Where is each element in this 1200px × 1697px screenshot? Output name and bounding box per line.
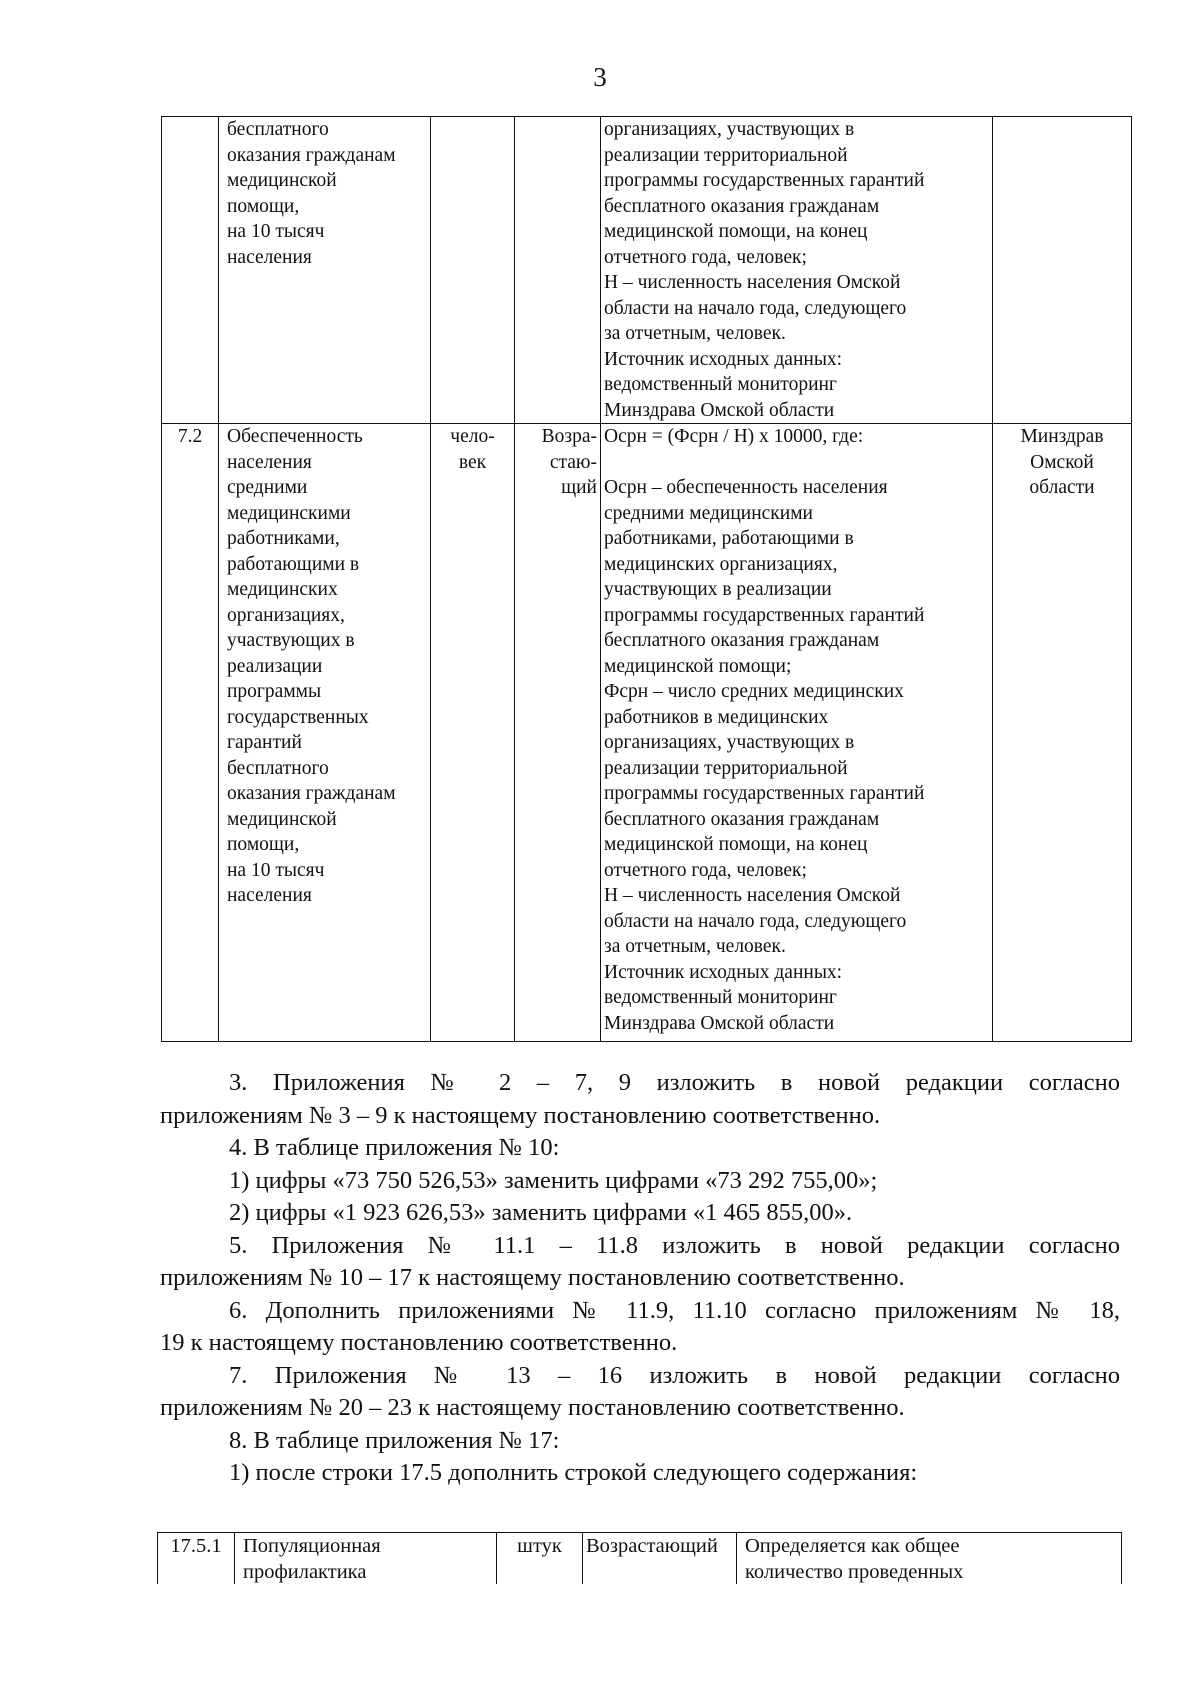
paragraph: приложениям № 3 – 9 к настоящему постановлению соответственно. — [160, 1101, 881, 1129]
paragraph: 7. Приложения № 13 – 16 изложить в новой редакции согласно — [229, 1361, 1120, 1389]
body-text — [160, 1067, 1120, 1490]
cell-number: 17.5.1 — [158, 1533, 235, 1585]
paragraph: 19 к настоящему постановлению соответственно. — [160, 1329, 678, 1356]
paragraph: приложениям № 20 – 23 к настоящему постановлению соответственно. — [160, 1394, 905, 1421]
cell-responsible — [993, 117, 1132, 424]
table-row — [162, 424, 1132, 1042]
cell-formula: Определяется как общее количество проведенных — [737, 1533, 1122, 1585]
paragraph: 5. Приложения № 11.1 – 11.8 изложить в новой редакции согласно — [229, 1231, 1120, 1259]
cell-unit: чело- век — [431, 424, 515, 1042]
paragraph: 4. В таблице приложения № 10: — [229, 1134, 560, 1161]
paragraph: 1) цифры «73 750 526,53» заменить цифрами «73 292 755,00»; — [229, 1166, 878, 1194]
cell-unit — [431, 117, 515, 424]
cell-indicator-name: бесплатного оказания гражданам медицинской помощи, на 10 тысяч населения — [219, 117, 431, 424]
cell-indicator-name: Обеспеченность населения средними медицинскими работниками, работающими в медицинских организациях, участвующих в реализации программы государственных гарантий бесплатного оказания гражданам медицинской помощи, на 10 тысяч населения — [219, 424, 431, 1042]
cell-trend: Возрастающий — [583, 1533, 737, 1585]
cell-trend — [515, 117, 601, 424]
paragraph: 8. В таблице приложения № 17: — [229, 1426, 560, 1454]
paragraph: 3. Приложения № 2 – 7, 9 изложить в новой редакции согласно — [229, 1069, 1120, 1096]
paragraph: 1) после строки 17.5 дополнить строкой следующего содержания: — [229, 1459, 918, 1486]
cell-unit: штук — [497, 1533, 583, 1585]
page-number: 3 — [593, 62, 607, 92]
paragraph: 6. Дополнить приложениями № 11.9, 11.10 согласно приложениям № 18, — [229, 1296, 1120, 1324]
table-row — [158, 1533, 1122, 1585]
cell-responsible: Минздрав Омской области — [993, 424, 1132, 1042]
table-row — [162, 117, 1132, 424]
new-row-table-wrapper — [150, 1528, 1130, 1584]
paragraph: приложениям № 10 – 17 к настоящему постановлению соответственно. — [160, 1264, 905, 1291]
cell-trend: Возра- стаю- щий — [515, 424, 601, 1042]
new-row-table — [157, 1532, 1122, 1584]
cell-number: 7.2 — [162, 424, 219, 1042]
indicators-table — [161, 116, 1132, 1042]
paragraph: 2) цифры «1 923 626,53» заменить цифрами «1 465 855,00». — [229, 1199, 853, 1226]
cell-formula: Осрн = (Фсрн / Н) х 10000, где: Осрн – обеспеченность населения средними медицинскими работниками, работающими в медицинских организациях, участвующих в реализации программы государственных гарантий бесплатного оказания гражданам медицинской помощи; Фсрн – число средних медицинских работников в медицинских организациях, участвующих в реализации территориальной программы государственных гарантий бесплатного оказания гражданам медицинской помощи, на конец отчетного года, человек; Н – численность населения Омской области на начало года, следующего за отчетным, человек. Источник исходных данных: ведомственный мониторинг Минздрава Омской области — [601, 424, 993, 1042]
cell-formula: организациях, участвующих в реализации территориальной программы государственных гарантий бесплатного оказания гражданам медицинской помощи, на конец отчетного года, человек; Н – численность населения Омской области на начало года, следующего за отчетным, человек. Источник исходных данных: ведомственный мониторинг Минздрава Омской области — [601, 117, 993, 424]
cell-number — [162, 117, 219, 424]
cell-indicator-name: Популяционная профилактика — [235, 1533, 497, 1585]
